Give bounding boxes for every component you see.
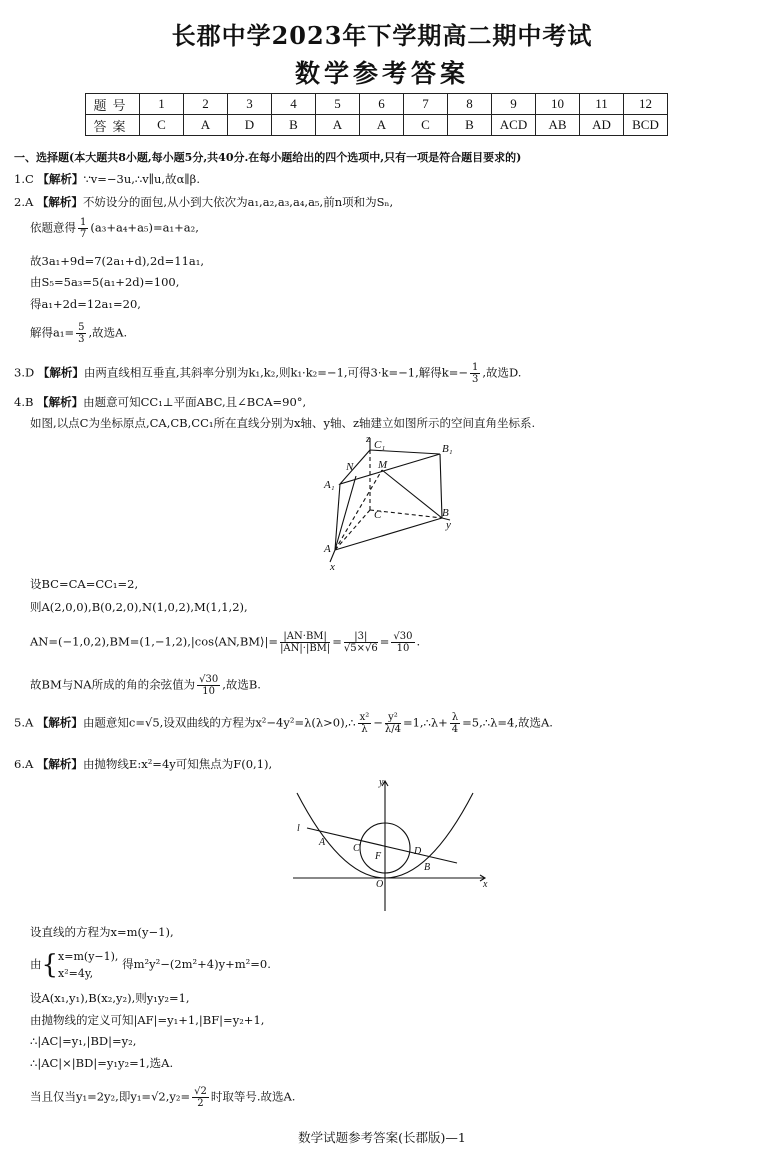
text: ,故选A. xyxy=(88,325,128,340)
text: 时取等号.故选A. xyxy=(210,1089,296,1104)
fig-label: O xyxy=(376,879,384,890)
fig-label: B₁ xyxy=(442,443,453,455)
table-cell: 5 xyxy=(316,94,360,115)
analysis-tag: 【解析】 xyxy=(36,757,83,771)
fig-label: l xyxy=(297,823,300,834)
answer-table-answer-row xyxy=(86,115,668,136)
text: 由 xyxy=(30,957,42,971)
fraction xyxy=(358,712,372,735)
fraction xyxy=(385,712,401,735)
q6-step-2 xyxy=(30,948,271,982)
text: 依题意得 xyxy=(30,220,76,235)
table-cell: AB xyxy=(536,115,580,136)
text: =1,∴λ+ xyxy=(402,715,448,730)
q4-line xyxy=(14,395,306,409)
denominator: 3 xyxy=(471,374,479,385)
text: 当且仅当y₁=2y₂,即y₁=√2,y₂= xyxy=(30,1089,191,1104)
equation: x²=4y, xyxy=(58,967,94,980)
table-cell: 9 xyxy=(492,94,536,115)
fraction xyxy=(391,631,414,654)
equation: x=m(y−1), xyxy=(58,950,119,963)
table-cell: C xyxy=(404,115,448,136)
table-cell: C xyxy=(140,115,184,136)
fraction xyxy=(344,631,378,654)
q4-step-5 xyxy=(30,674,261,697)
q3-text: 由两直线相互垂直,其斜率分别为k₁,k₂,则k₁·k₂=−1,可得3·k=−1,解得k=− xyxy=(83,365,468,380)
table-cell: 10 xyxy=(536,94,580,115)
text: 故BM与NA所成的角的余弦值为 xyxy=(30,677,196,692)
fig-label: C₁ xyxy=(374,439,386,451)
fraction xyxy=(76,322,86,345)
q2-line xyxy=(14,195,393,209)
text: 解得a₁= xyxy=(30,325,75,340)
fig-label: y xyxy=(446,519,451,531)
analysis-tag: 【解析】 xyxy=(36,195,83,209)
table-cell: 8 xyxy=(448,94,492,115)
numerator: λ xyxy=(451,712,459,723)
q5-label: 5.A xyxy=(14,715,34,730)
fraction xyxy=(192,1086,209,1109)
q6-step-1: 设直线的方程为x=m(y−1), xyxy=(30,925,174,939)
table-cell: AD xyxy=(580,115,624,136)
table-cell: 1 xyxy=(140,94,184,115)
numerator: 5 xyxy=(78,322,85,333)
q5-line xyxy=(14,712,553,735)
prism-figure xyxy=(320,432,460,572)
fig-label: M xyxy=(378,459,388,471)
q4-step-2: 设BC=CA=CC₁=2, xyxy=(30,577,139,591)
denominator: λ/4 xyxy=(384,724,401,735)
table-cell: A xyxy=(184,115,228,136)
q4-label: 4.B xyxy=(14,395,34,409)
answer-table xyxy=(85,93,668,136)
table-cell: 3 xyxy=(228,94,272,115)
row-label-number: 题号 xyxy=(86,94,140,115)
fig-label: A xyxy=(324,543,331,555)
denominator: 7 xyxy=(80,229,87,240)
page-subtitle: 数学参考答案 xyxy=(294,59,469,88)
fig-label: z xyxy=(366,433,371,445)
text: =5,∴λ=4,故选A. xyxy=(462,715,553,730)
q3-line xyxy=(14,362,521,385)
fig-label: B xyxy=(442,507,449,519)
text: 得m²y²−(2m²+4)y+m²=0. xyxy=(122,957,271,971)
fraction xyxy=(197,674,220,697)
analysis-tag: 【解析】 xyxy=(37,172,84,186)
table-cell: 12 xyxy=(624,94,668,115)
q6-text: 由抛物线E:x²=4y可知焦点为F(0,1), xyxy=(82,757,273,771)
q6-step-4: 由抛物线的定义可知|AF|=y₁+1,|BF|=y₂+1, xyxy=(30,1013,265,1027)
q5-text: 由题意知c=√5,设双曲线的方程为x²−4y²=λ(λ>0),∴ xyxy=(82,715,356,730)
q6-step-7 xyxy=(30,1086,295,1109)
answer-table-number-row xyxy=(86,94,668,115)
denominator: 2 xyxy=(197,1098,204,1109)
q6-label: 6.A xyxy=(14,757,34,771)
table-cell: 4 xyxy=(272,94,316,115)
denominator: λ xyxy=(361,724,368,735)
fig-label: y xyxy=(379,777,384,788)
fraction xyxy=(280,631,330,654)
analysis-tag: 【解析】 xyxy=(36,715,83,730)
numerator: √30 xyxy=(393,631,413,642)
fraction xyxy=(470,362,480,385)
numerator: |3| xyxy=(344,631,378,643)
fig-label: A₁ xyxy=(324,479,335,491)
page-footer: 数学试题参考答案(长郡版)—1 xyxy=(298,1130,466,1145)
q4-step-1: 如图,以点C为坐标原点,CA,CB,CC₁所在直线分别为x轴、y轴、z轴建立如图所示的空间直角坐标系. xyxy=(30,416,536,430)
table-cell: 2 xyxy=(184,94,228,115)
text: (a₃+a₄+a₅)=a₁+a₂, xyxy=(90,220,199,235)
fig-label: A xyxy=(319,837,326,848)
fig-label: F xyxy=(375,851,382,862)
table-cell: A xyxy=(316,115,360,136)
text: AN=(−1,0,2),BM=(1,−1,2),|cos⟨AN,BM⟩|= xyxy=(30,634,279,649)
numerator: x² xyxy=(359,712,370,723)
q3-label: 3.D xyxy=(14,365,35,380)
q4-text: 由题意可知CC₁⊥平面ABC,且∠BCA=90°, xyxy=(83,395,307,409)
fraction xyxy=(450,712,460,735)
analysis-tag: 【解析】 xyxy=(37,395,84,409)
denominator: |AN|·|BM| xyxy=(280,643,331,654)
q6-step-6: ∴|AC|×|BD|=y₁y₂=1,选A. xyxy=(30,1056,174,1070)
q6-line xyxy=(14,757,272,771)
text: − xyxy=(373,715,383,730)
q2-step-5 xyxy=(30,322,127,345)
numerator: |AN·BM| xyxy=(280,631,330,643)
q2-step-1 xyxy=(30,217,199,240)
table-cell: 11 xyxy=(580,94,624,115)
denominator: 4 xyxy=(451,724,459,735)
fig-label: C xyxy=(353,843,360,854)
denominator: √5×√6 xyxy=(343,643,378,654)
q4-step-4: AN=(−1,0,2),BM=(1,−1,2),|cos⟨AN,BM⟩|= $\frac{|AN\cdot BM|}{|AN|\cdot|BM|}$ = $\frac{|3|}{√5\times√6}$ = $\frac{√30}{10}$ . xyxy=(30,631,421,654)
fig-label: x xyxy=(483,879,488,890)
row-label-answer: 答案 xyxy=(86,115,140,136)
q1-label: 1.C xyxy=(14,172,34,186)
q2-label: 2.A xyxy=(14,195,34,209)
fig-label: x xyxy=(330,561,335,572)
parabola-figure xyxy=(285,775,495,915)
table-cell: 6 xyxy=(360,94,404,115)
fig-label: N xyxy=(346,461,354,473)
q6-step-3: 设A(x₁,y₁),B(x₂,y₂),则y₁y₂=1, xyxy=(30,991,190,1005)
section-heading: 一、选择题(本大题共8小题,每小题5分,共40分.在每小题给出的四个选项中,只有一项是符合题目要求的) xyxy=(14,151,522,164)
numerator: 1 xyxy=(80,217,87,228)
table-cell: ACD xyxy=(492,115,536,136)
q2-step-3: 由S₅=5a₃=5(a₁+2d)=100, xyxy=(30,275,180,289)
page-title: 长郡中学2023年下学期高二期中考试 xyxy=(171,21,593,50)
numerator: y² xyxy=(385,712,401,724)
table-cell: 7 xyxy=(404,94,448,115)
numerator: √30 xyxy=(199,674,219,685)
text: ,故选D. xyxy=(482,365,522,380)
q6-step-5: ∴|AC|=y₁,|BD|=y₂, xyxy=(30,1034,137,1048)
table-cell: A xyxy=(360,115,404,136)
q1-line xyxy=(14,172,200,186)
denominator: 3 xyxy=(78,334,85,345)
analysis-tag: 【解析】 xyxy=(37,365,84,380)
text: ,故选B. xyxy=(222,677,261,692)
table-cell: B xyxy=(448,115,492,136)
q2-step-4: 得a₁+2d=12a₁=20, xyxy=(30,297,141,311)
table-cell: BCD xyxy=(624,115,668,136)
q4-step-3: 则A(2,0,0),B(0,2,0),N(1,0,2),M(1,1,2), xyxy=(30,600,248,614)
table-cell: D xyxy=(228,115,272,136)
denominator: 10 xyxy=(202,686,216,697)
numerator: 1 xyxy=(471,362,479,373)
equation-system xyxy=(58,948,118,982)
fraction xyxy=(78,217,88,240)
denominator: 10 xyxy=(396,643,410,654)
numerator: √2 xyxy=(194,1086,207,1097)
q2-step-2: 故3a₁+9d=7(2a₁+d),2d=11a₁, xyxy=(30,254,205,268)
q1-text: ∵v=−3u,∴v∥u,故α∥β. xyxy=(83,172,200,186)
fig-label: B xyxy=(424,862,431,873)
system-brace: { xyxy=(41,950,59,980)
table-cell: B xyxy=(272,115,316,136)
fig-label: D xyxy=(414,846,422,857)
fig-label: C xyxy=(374,509,382,521)
q2-text: 不妨设分的面包,从小到大依次为a₁,a₂,a₃,a₄,a₅,前n项和为Sₙ, xyxy=(82,195,394,209)
